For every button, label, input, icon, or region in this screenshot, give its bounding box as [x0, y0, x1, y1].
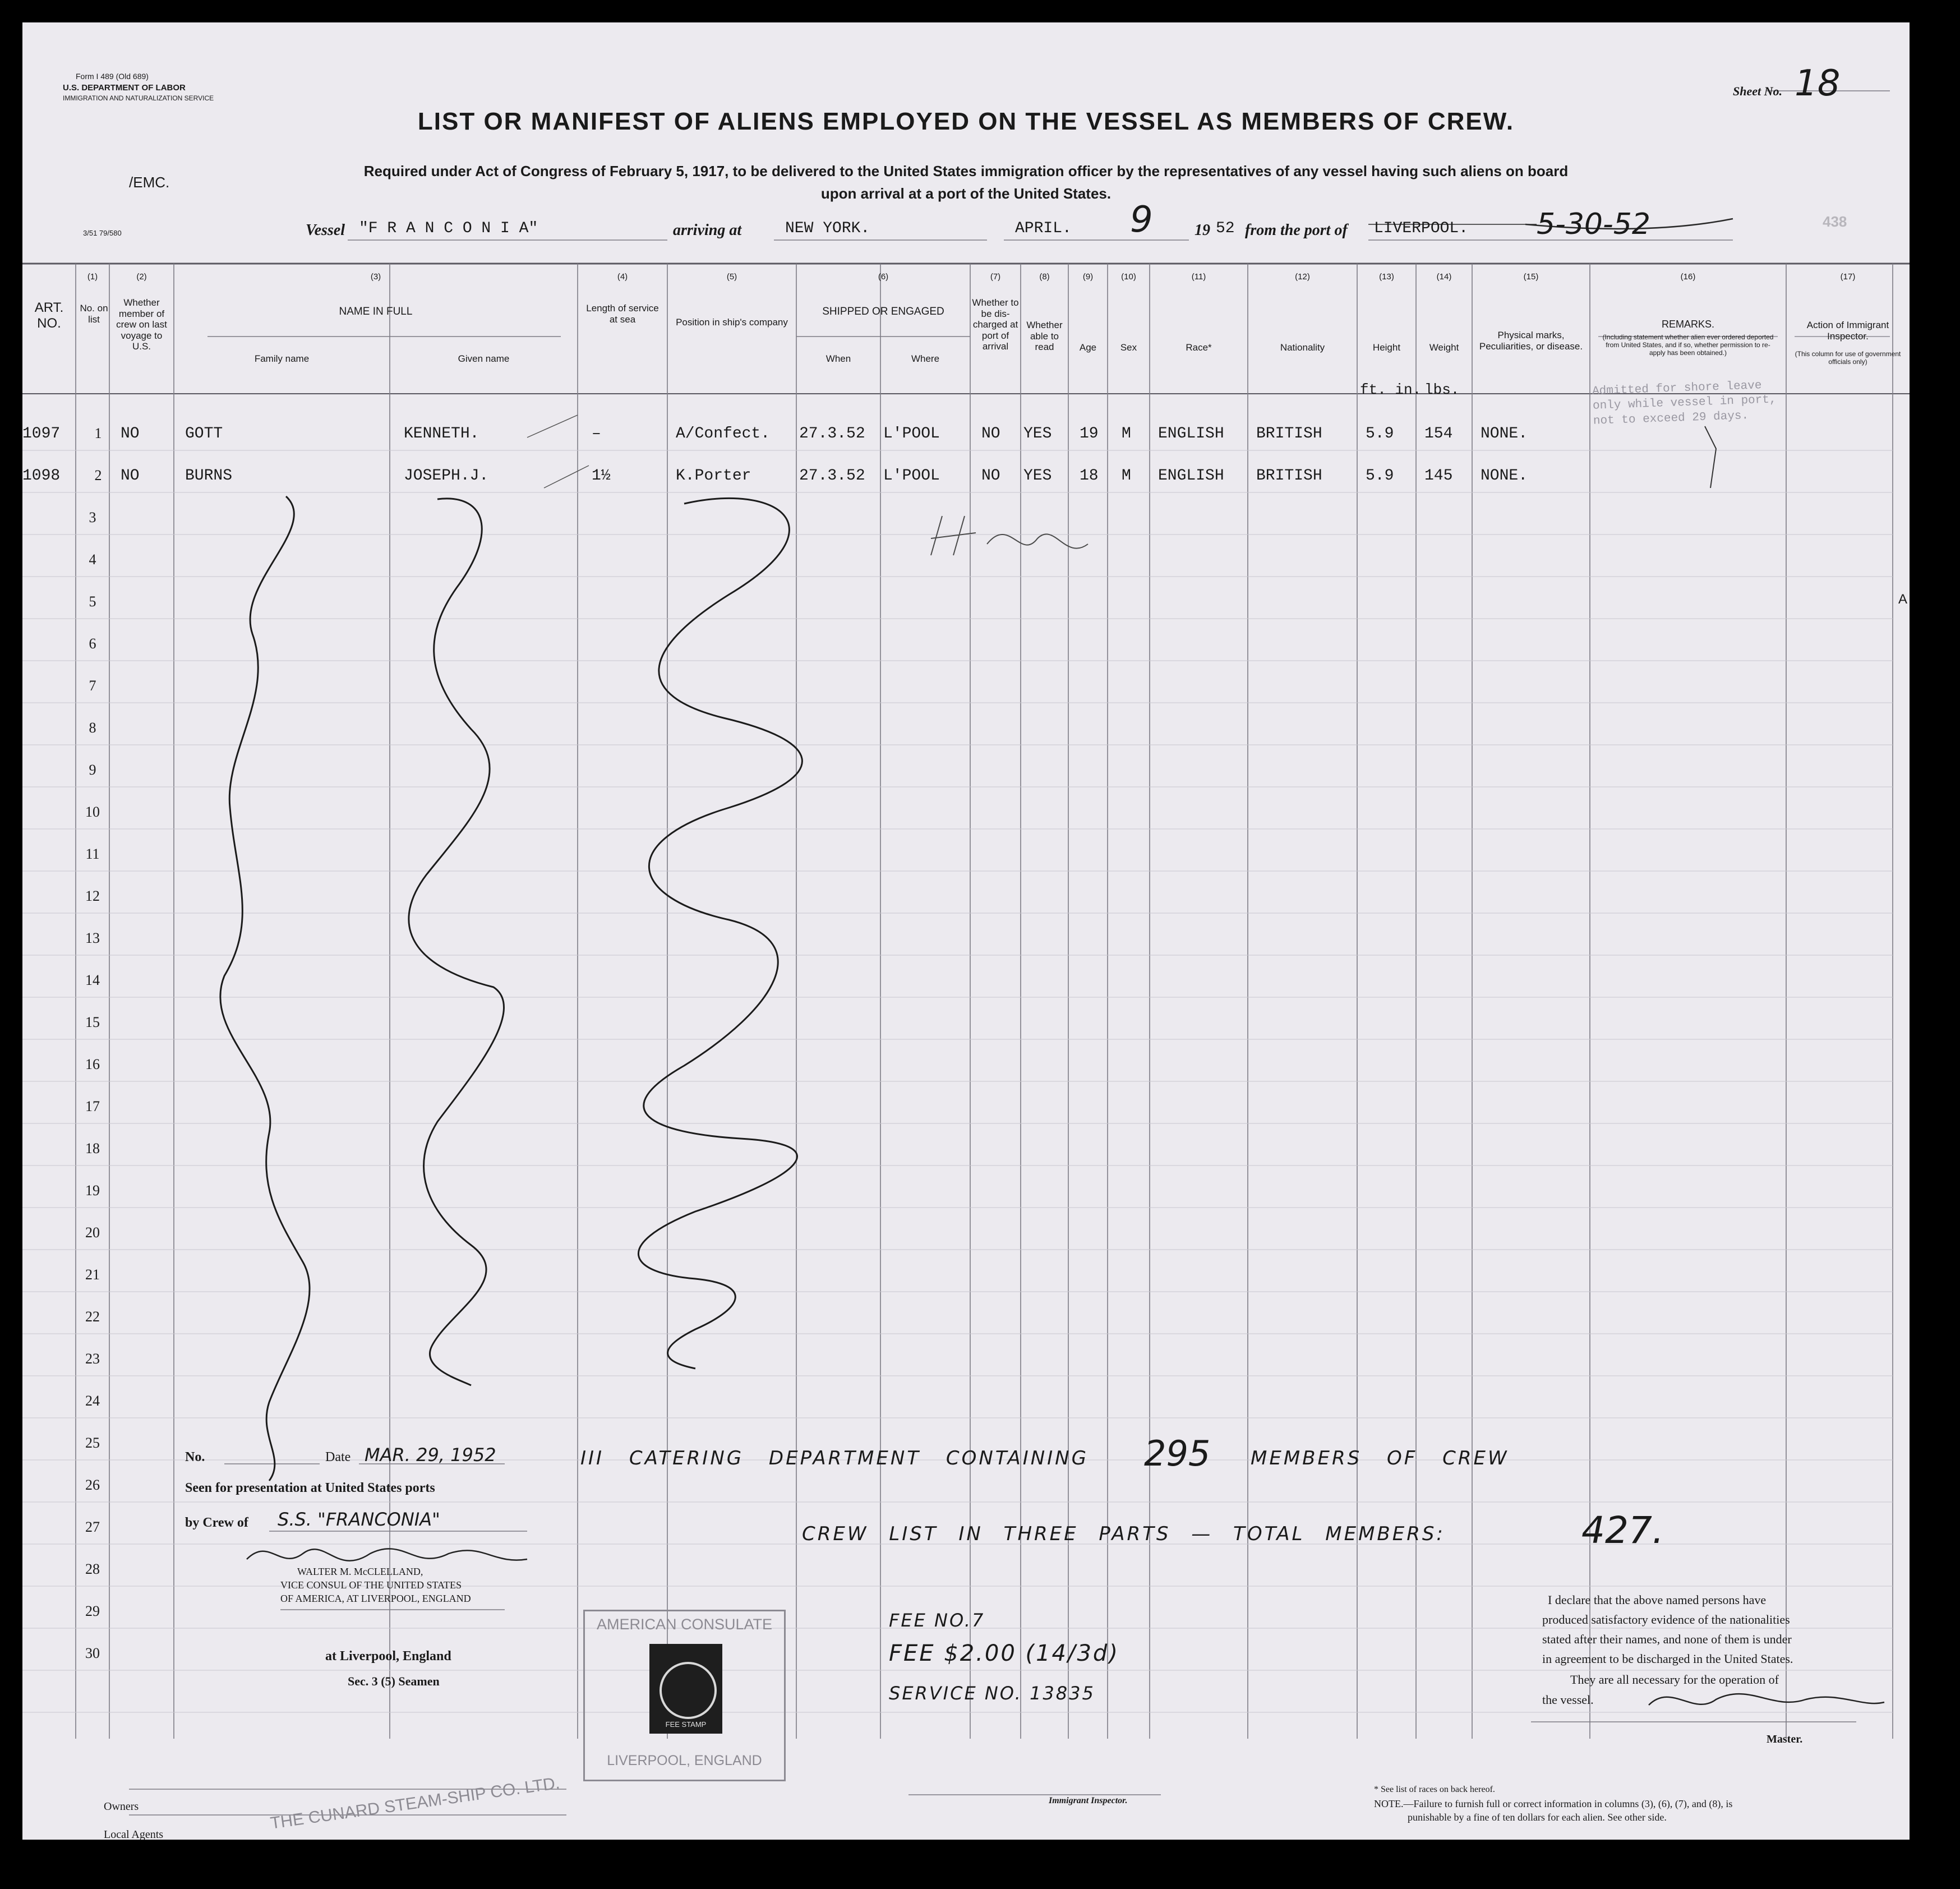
- line-number: 24: [85, 1393, 100, 1409]
- consul-no-label: No.: [185, 1450, 205, 1464]
- col-7-number: (7): [990, 272, 1001, 282]
- service-number: SERVICE NO. 13835: [889, 1683, 1095, 1704]
- consul-seen: Seen for presentation at United States ports: [185, 1481, 435, 1495]
- consul-title2: OF AMERICA, AT LIVERPOOL, ENGLAND: [280, 1593, 471, 1604]
- line-number: 13: [85, 930, 100, 946]
- master-label: Master.: [1767, 1733, 1803, 1745]
- fee-amount: FEE $2.00 (14/3d): [889, 1641, 1119, 1666]
- line-number: 27: [85, 1519, 100, 1535]
- col-art-no: ART. NO.: [34, 300, 64, 331]
- row-2-weight: 145: [1424, 467, 1453, 485]
- ref-small: 3/51 79/580: [83, 229, 122, 237]
- line-number: 15: [85, 1014, 100, 1030]
- row-2-age: 18: [1080, 467, 1099, 485]
- col-last-voyage: Whether member of crew on last voyage to U.S.: [116, 297, 167, 352]
- declaration-line2: produced satisfactory evidence of the nationalities: [1542, 1612, 1790, 1627]
- consul-date-label: Date: [325, 1450, 351, 1464]
- footnote-penalty2: punishable by a fine of ten dollars for each alien. See other side.: [1408, 1812, 1667, 1823]
- from-port-label: from the port of: [1245, 222, 1348, 239]
- ref-code: /EMC.: [129, 174, 170, 191]
- row-1-art-number: 1097: [22, 425, 61, 443]
- col-16-number: (16): [1680, 272, 1696, 282]
- fee-stamp-label: FEE STAMP: [665, 1720, 707, 1729]
- line-number: 21: [85, 1266, 100, 1283]
- stamp-top-text: AMERICAN CONSULATE: [596, 1616, 773, 1633]
- fee-stamp: [649, 1644, 722, 1734]
- row-1-nationality: BRITISH: [1256, 425, 1322, 443]
- col-nationality: Nationality: [1280, 342, 1325, 353]
- row-1-physical-marks: NONE.: [1481, 425, 1528, 443]
- line-number: 12: [85, 888, 100, 904]
- row-2-height: 5.9: [1366, 467, 1394, 485]
- row-2-able-read: YES: [1023, 467, 1052, 485]
- col-8-number: (8): [1039, 272, 1050, 282]
- row-2-sea-service: 1½: [592, 467, 611, 485]
- row-1-race: ENGLISH: [1158, 425, 1224, 443]
- col-length-service: Length of service at sea: [586, 303, 659, 325]
- declaration-line4: in agreement to be discharged in the United States.: [1542, 1652, 1793, 1666]
- fee-number: FEE NO.7: [889, 1610, 985, 1631]
- col-14-number: (14): [1436, 272, 1452, 282]
- col-weight: Weight: [1429, 342, 1459, 353]
- consul-by-crew: by Crew of: [185, 1515, 248, 1530]
- col-6-number: (6): [878, 272, 889, 282]
- sheet-label: Sheet No.: [1733, 84, 1782, 98]
- col-age: Age: [1079, 342, 1097, 353]
- line-number: 11: [85, 846, 100, 862]
- subtitle-line2: upon arrival at a port of the United States.: [820, 185, 1112, 202]
- consul-ship: S.S. "FRANCONIA": [278, 1509, 440, 1530]
- declaration-line1: I declare that the above named persons have: [1548, 1593, 1767, 1607]
- weight-units: lbs.: [1424, 381, 1460, 398]
- row-2-sex: M: [1122, 467, 1131, 485]
- line-number: 26: [85, 1477, 100, 1493]
- fee-stamp-seal: [660, 1662, 717, 1719]
- manifest-sheet: [22, 22, 1910, 1840]
- line-number: 5: [89, 593, 96, 610]
- service-name: IMMIGRATION AND NATURALIZATION SERVICE: [63, 94, 214, 102]
- handwritten-date: 5-30-52: [1537, 208, 1650, 241]
- row-2-shipped-when: 27.3.52: [799, 467, 865, 485]
- row-1-age: 19: [1080, 425, 1099, 443]
- col-12-number: (12): [1295, 272, 1310, 282]
- line-number: 20: [85, 1224, 100, 1241]
- col-position: Position in ship's company: [676, 317, 788, 328]
- line-number: 30: [85, 1645, 100, 1661]
- col-height: Height: [1372, 342, 1401, 353]
- row-1-weight: 154: [1424, 425, 1453, 443]
- declaration-line6: the vessel.: [1542, 1693, 1594, 1707]
- row-2-given-name: JOSEPH.J.: [404, 467, 489, 485]
- declaration-line3: stated after their names, and none of them is under: [1542, 1632, 1792, 1646]
- department-note: III CATERING DEPARTMENT CONTAINING: [580, 1447, 1089, 1469]
- consul-place: at Liverpool, England: [325, 1649, 451, 1664]
- row-1-list-number: 1: [94, 425, 102, 441]
- col-10-number: (10): [1121, 272, 1136, 282]
- department: U.S. DEPARTMENT OF LABOR: [63, 83, 186, 93]
- col-where: Where: [911, 353, 940, 364]
- row-1-shipped-when: 27.3.52: [799, 425, 865, 443]
- line-number: 29: [85, 1603, 100, 1619]
- year-prefix: 19: [1195, 222, 1210, 239]
- row-1-last-voyage: NO: [121, 425, 140, 443]
- declaration-line5: They are all necessary for the operation of: [1570, 1673, 1779, 1687]
- subtitle-line1: Required under Act of Congress of February 5, 1917, to be delivered to the United States immigration officer by the representatives of any vessel having such aliens on board: [363, 163, 1569, 179]
- line-number: 9: [89, 762, 96, 778]
- footnote-penalty1: NOTE.—Failure to furnish full or correct information in columns (3), (6), (7), and (8), is: [1374, 1798, 1733, 1809]
- line-number: 4: [89, 551, 96, 568]
- row-1-given-name: KENNETH.: [404, 425, 479, 443]
- line-number: 25: [85, 1435, 100, 1451]
- form-number: Form I 489 (Old 689): [76, 72, 149, 81]
- col-no-on-list: No. on list: [80, 303, 108, 325]
- consulate-stamp: [583, 1610, 786, 1781]
- row-2-list-number: 2: [94, 467, 102, 483]
- footnote-races: * See list of races on back hereof.: [1374, 1785, 1495, 1794]
- consul-date: MAR. 29, 1952: [365, 1444, 496, 1466]
- row-1-sex: M: [1122, 425, 1131, 443]
- row-1-family-name: GOTT: [185, 425, 223, 443]
- col-family-name: Family name: [254, 353, 310, 364]
- row-1-shipped-where: L'POOL: [883, 425, 940, 443]
- line-number: 18: [85, 1140, 100, 1157]
- line-number: 6: [89, 635, 96, 652]
- col-remarks: REMARKS.: [1661, 319, 1715, 330]
- col-sex: Sex: [1120, 342, 1137, 353]
- remarks-stamp: Admitted for shore leave only while vessel in port, not to exceed 29 days.: [1592, 379, 1777, 428]
- vessel-label: Vessel: [306, 222, 345, 239]
- row-2-family-name: BURNS: [185, 467, 233, 485]
- row-2-nationality: BRITISH: [1256, 467, 1322, 485]
- from-port: LIVERPOOL.: [1374, 220, 1469, 237]
- line-number: 23: [85, 1351, 100, 1367]
- line-number: 14: [85, 972, 100, 988]
- col-able-read: Whether able to read: [1026, 320, 1063, 353]
- col-1-number: (1): [87, 272, 98, 282]
- arrival-month: APRIL.: [1015, 220, 1072, 237]
- line-number: 19: [85, 1182, 100, 1199]
- row-1-position: A/Confect.: [676, 425, 771, 443]
- row-2-art-number: 1098: [22, 467, 61, 485]
- col-5-number: (5): [726, 272, 737, 282]
- col-inspector-action: Action of Immigrant Inspector.: [1806, 320, 1889, 342]
- margin-letter: A: [1898, 592, 1908, 607]
- consul-section: Sec. 3 (5) Seamen: [348, 1674, 440, 1688]
- row-2-last-voyage: NO: [121, 467, 140, 485]
- row-1-sea-service: –: [592, 425, 601, 443]
- owners-label: Owners: [104, 1800, 139, 1813]
- total-members: 427.: [1581, 1509, 1664, 1552]
- line-number: 22: [85, 1309, 100, 1325]
- col-name-in-full: NAME IN FULL: [339, 306, 413, 317]
- col-when: When: [825, 353, 851, 364]
- line-number: 17: [85, 1098, 100, 1114]
- arrival-port: NEW YORK.: [785, 220, 870, 237]
- vessel-name: "F R A N C O N I A": [359, 220, 538, 237]
- consul-name: WALTER M. McCLELLAND,: [297, 1566, 423, 1577]
- col-15-number: (15): [1523, 272, 1539, 282]
- department-suffix: MEMBERS OF CREW: [1251, 1447, 1509, 1469]
- line-number: 16: [85, 1056, 100, 1072]
- line-number: 8: [89, 720, 96, 736]
- col-shipped-engaged: SHIPPED OR ENGAGED: [822, 306, 944, 317]
- col-remarks-note: (Including statement whether alien ever ordered deported from United States, and if so, whether permission to re-apply has been obtained.): [1602, 333, 1774, 357]
- line-number: 28: [85, 1561, 100, 1577]
- crew-list-note: CREW LIST IN THREE PARTS — TOTAL MEMBERS:: [802, 1523, 1445, 1545]
- line-number: 3: [89, 509, 96, 526]
- row-2-race: ENGLISH: [1158, 467, 1224, 485]
- arrival-year: 52: [1216, 220, 1235, 237]
- row-1-able-read: YES: [1023, 425, 1052, 443]
- manifest-title: LIST OR MANIFEST OF ALIENS EMPLOYED ON THE VESSEL AS MEMBERS OF CREW.: [417, 108, 1515, 135]
- line-number: 7: [89, 678, 96, 694]
- department-count: 295: [1144, 1433, 1211, 1474]
- line-number: 10: [85, 804, 100, 820]
- col-inspector-note: (This column for use of government officials only): [1795, 350, 1901, 366]
- consul-title1: VICE CONSUL OF THE UNITED STATES: [280, 1579, 462, 1591]
- row-1-height: 5.9: [1366, 425, 1394, 443]
- row-2-position: K.Porter: [676, 467, 751, 485]
- row-1-discharged: NO: [981, 425, 1000, 443]
- row-2-discharged: NO: [981, 467, 1000, 485]
- height-units: ft. in.: [1360, 381, 1422, 398]
- col-race: Race*: [1186, 342, 1212, 353]
- local-agents-label: Local Agents: [104, 1828, 164, 1841]
- col-17-number: (17): [1840, 272, 1856, 282]
- col-4-number: (4): [617, 272, 628, 282]
- col-3-number: (3): [370, 272, 381, 282]
- col-physical-marks: Physical marks, Peculiarities, or disease.: [1479, 330, 1583, 352]
- col-given-name: Given name: [458, 353, 510, 364]
- sheet-number: 18: [1795, 63, 1841, 104]
- corner-stamp: 438: [1823, 213, 1847, 230]
- arriving-label: arriving at: [673, 222, 742, 239]
- row-2-shipped-where: L'POOL: [883, 467, 940, 485]
- col-9-number: (9): [1082, 272, 1094, 282]
- col-2-number: (2): [136, 272, 147, 282]
- stamp-bottom-text: LIVERPOOL, ENGLAND: [607, 1753, 762, 1768]
- row-2-physical-marks: NONE.: [1481, 467, 1528, 485]
- col-discharged: Whether to be dis-charged at port of arrival: [972, 297, 1019, 352]
- inspector-label: Immigrant Inspector.: [1049, 1796, 1128, 1805]
- col-13-number: (13): [1379, 272, 1394, 282]
- col-11-number: (11): [1191, 272, 1206, 282]
- arrival-day: 9: [1130, 199, 1153, 241]
- company-stamp: THE CUNARD STEAM-SHIP CO. LTD.: [269, 1773, 561, 1833]
